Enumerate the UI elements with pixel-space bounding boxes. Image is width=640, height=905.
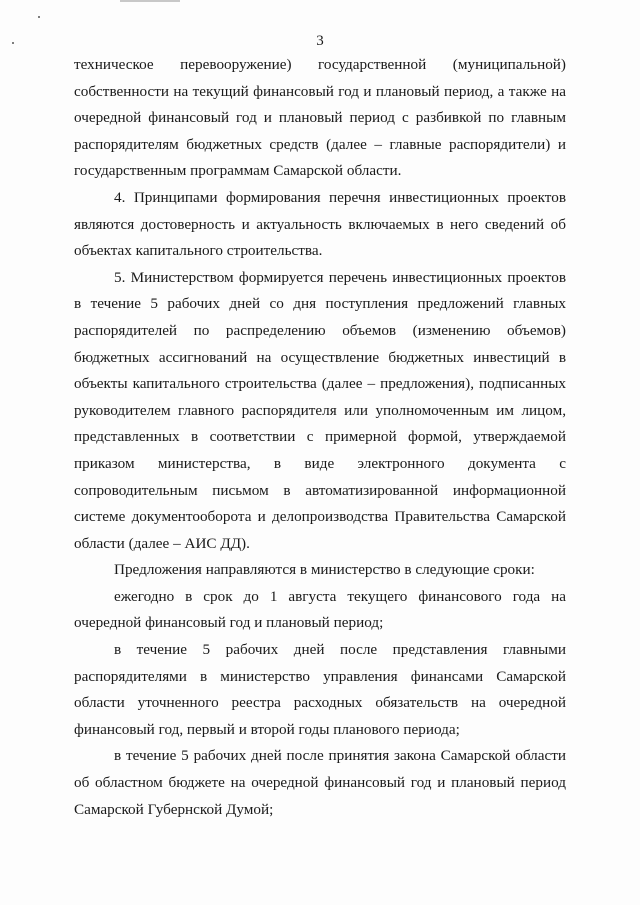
text-line: объектах капитального строительства. — [74, 242, 323, 260]
text-line: Самарской Губернской Думой; — [74, 800, 274, 818]
page-number: 3 — [316, 33, 324, 49]
text-line: в течение 5 рабочих дней со дня поступления предложений главных — [74, 295, 566, 313]
paragraph-2 — [74, 185, 566, 265]
text-line: очередной финансовый год и плановый период; — [74, 614, 384, 632]
text-line: распорядителей по распределению объемов (изменению объемов) — [74, 321, 566, 339]
text-line: очередной финансовый год и плановый период с разбивкой по главным — [74, 109, 566, 127]
text-line: техническое перевооружение) государственной (муниципальной) — [74, 56, 566, 73]
text-line: Предложения направляются в министерство в следующие сроки: — [114, 561, 535, 579]
text-line: системе документооборота и делопроизводства Правительства Самарской — [74, 508, 566, 526]
paragraph-5 — [74, 584, 566, 637]
text-line: ежегодно в срок до 1 августа текущего финансового года на — [114, 587, 566, 605]
text-line: в течение 5 рабочих дней после представления главными — [114, 641, 566, 659]
text-line: государственным программам Самарской области. — [74, 162, 402, 180]
paragraph-1 — [74, 52, 566, 185]
text-line: в течение 5 рабочих дней после принятия закона Самарской области — [114, 747, 566, 765]
text-line: руководителем главного распорядителя или уполномоченным им лицом, — [74, 401, 566, 419]
paragraph-3 — [74, 265, 566, 558]
text-line: области (далее – АИС ДД). — [74, 534, 250, 552]
paragraph-6 — [74, 637, 566, 743]
text-line: объекты капитального строительства (далее – предложения), подписанных — [74, 375, 566, 393]
text-line: сопроводительным письмом в автоматизированной информационной — [74, 481, 566, 499]
text-line: финансовый год, первый и второй годы планового периода; — [74, 720, 460, 738]
text-line: представленных в соответствии с примерной формой, утверждаемой — [74, 428, 566, 446]
text-line: распорядителями в министерство управления финансами Самарской — [74, 667, 566, 685]
text-line: являются достоверность и актуальность включаемых в него сведений об — [74, 215, 566, 233]
text-line: распорядителям бюджетных средств (далее – главные распорядители) и — [74, 135, 566, 153]
text-line: области уточненного реестра расходных обязательств на очередной — [74, 694, 566, 712]
scan-speck — [38, 16, 40, 18]
text-line: 4. Принципами формирования перечня инвестиционных проектов — [114, 188, 566, 206]
paragraph-4 — [74, 557, 566, 584]
scan-edge-mark — [120, 0, 180, 2]
text-line: собственности на текущий финансовый год и плановый период, а также на — [74, 82, 566, 100]
text-line: об областном бюджете на очередной финансовый год и плановый период — [74, 774, 566, 792]
paragraph-7 — [74, 743, 566, 823]
text-line: приказом министерства, в виде электронного документа с — [74, 454, 566, 472]
text-line: 5. Министерством формируется перечень инвестиционных проектов — [114, 268, 566, 286]
document-body — [74, 52, 566, 823]
text-line: бюджетных ассигнований на осуществление бюджетных инвестиций в — [74, 348, 566, 366]
